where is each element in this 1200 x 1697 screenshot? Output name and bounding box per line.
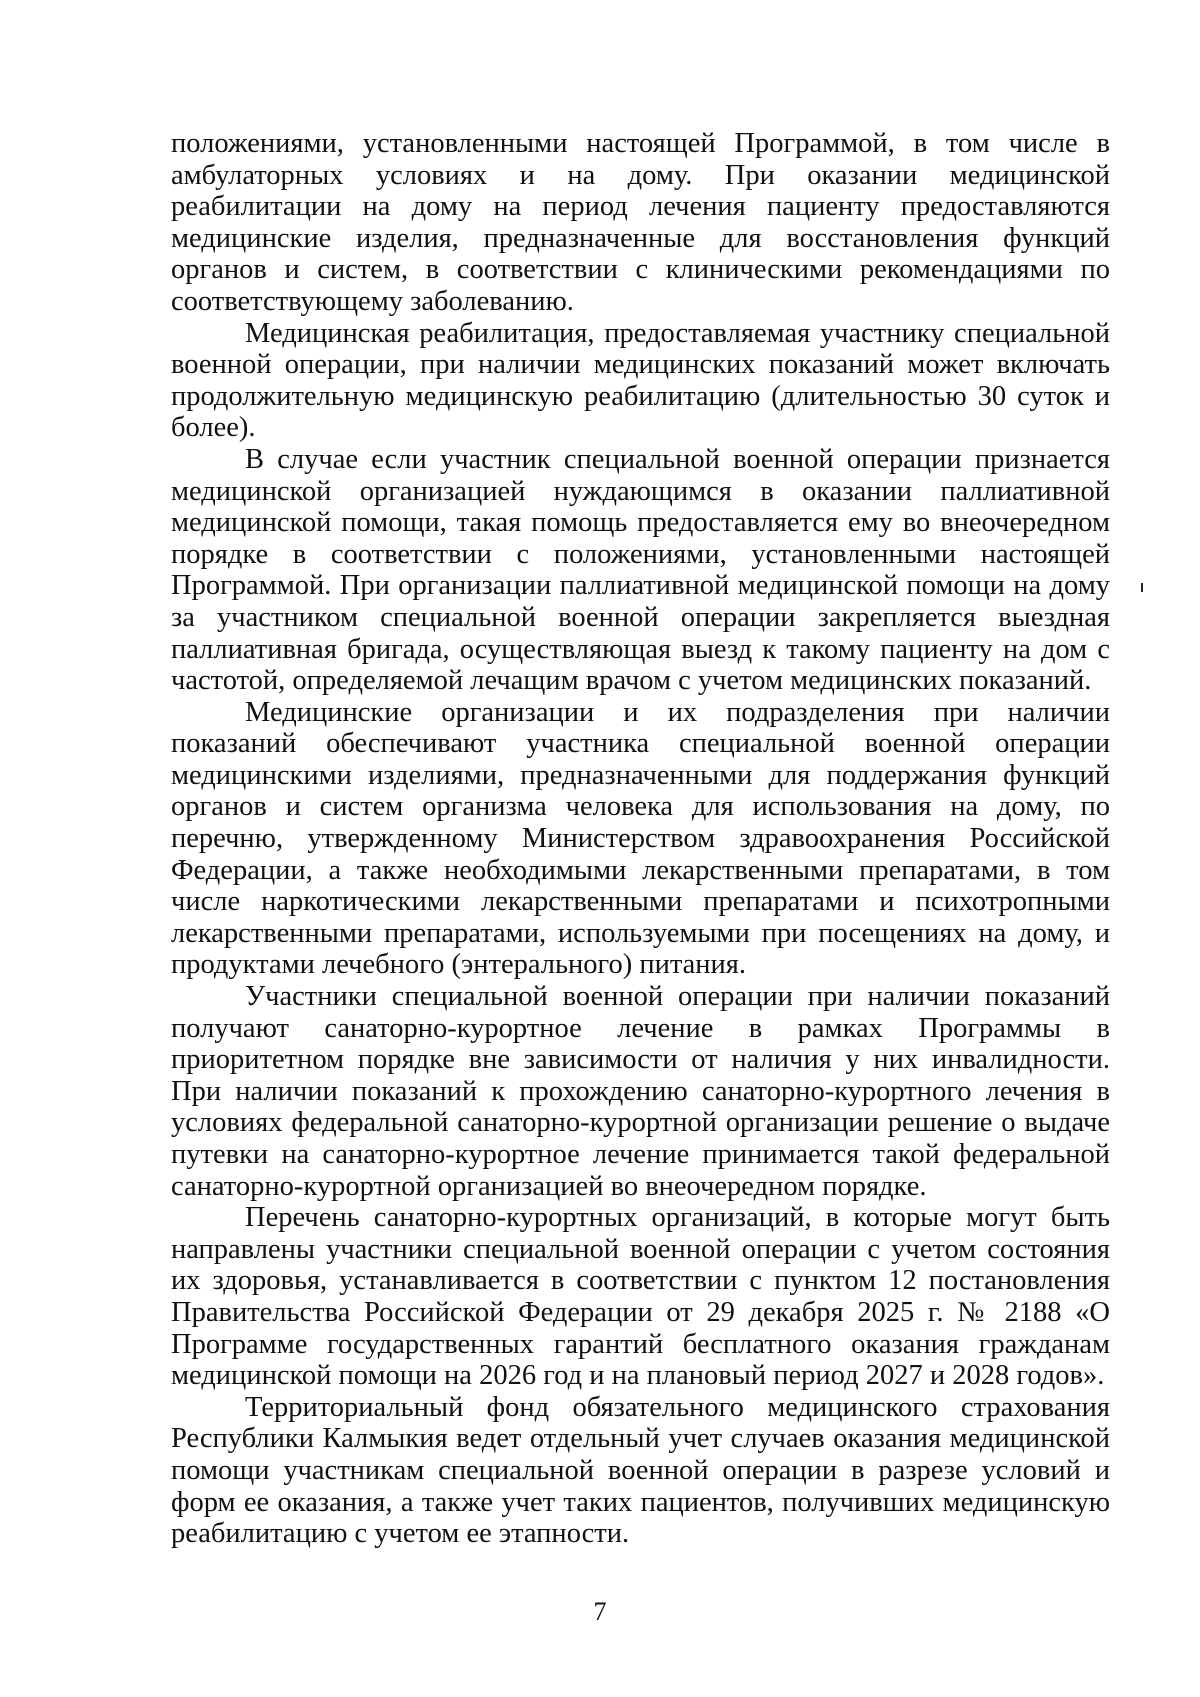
- paragraph-6: Перечень санаторно-курортных организаций, в которые могут быть направлены участники специальной военной операции с учетом состояния их здоровья, устанавливается в соответствии с пунктом 12 постановления Правительства Российской Федерации от 29 декабря 2025 г. № 2188 «О Программе государственных гарантий бесплатного оказания гражданам медицинской помощи на 2026 год и на плановый период 2027 и 2028 годов».: [171, 1202, 1110, 1392]
- page-number: 7: [593, 1597, 607, 1626]
- scan-speck: [1141, 583, 1143, 592]
- paragraph-5: Участники специальной военной операции при наличии показаний получают санаторно-курортное лечение в рамках Программы в приоритетном порядке вне зависимости от наличия у них инвалидности. При наличии показаний к прохождению санаторно-курортного лечения в условиях федеральной санаторно-курортной организации решение о выдаче путевки на санаторно-курортное лечение принимается такой федеральной санаторно-курортной организацией во внеочередном порядке.: [171, 981, 1110, 1202]
- paragraph-7: Территориальный фонд обязательного медицинского страхования Республики Калмыкия ведет отдельный учет случаев оказания медицинской помощи участникам специальной военной операции в разрезе условий и форм ее оказания, а также учет таких пациентов, получивших медицинскую реабилитацию с учетом ее этапности.: [171, 1391, 1110, 1550]
- paragraph-3: В случае если участник специальной военной операции признается медицинской организацией нуждающимся в оказании паллиативной медицинской помощи, такая помощь предоставляется ему во внеочередном порядке в соответствии с положениями, установленными настоящей Программой. При организации паллиативной медицинской помощи на дому за участником специальной военной операции закрепляется выездная паллиативная бригада, осуществляющая выезд к такому пациенту на дом с частотой, определяемой лечащим врачом с учетом медицинских показаний.: [171, 443, 1110, 697]
- paragraph-2: Медицинская реабилитация, предоставляемая участнику специальной военной операции, при наличии медицинских показаний может включать продолжительную медицинскую реабилитацию (длительностью 30 суток и более).: [171, 317, 1110, 444]
- paragraph-1: положениями, установленными настоящей Программой, в том числе в амбулаторных условиях и на дому. При оказании медицинской реабилитации на дому на период лечения пациенту предоставляются медицинские изделия, предназначенные для восстановления функций органов и систем, в соответствии с клиническими рекомендациями по соответствующему заболеванию.: [171, 128, 1110, 317]
- document-body: [171, 128, 1110, 1550]
- paragraph-4: Медицинские организации и их подразделения при наличии показаний обеспечивают участника специальной военной операции медицинскими изделиями, предназначенными для поддержания функций органов и систем организма человека для использования на дому, по перечню, утвержденному Министерством здравоохранения Российской Федерации, а также необходимыми лекарственными препаратами, в том числе наркотическими лекарственными препаратами и психотропными лекарственными препаратами, используемыми при посещениях на дому, и продуктами лечебного (энтерального) питания.: [171, 696, 1110, 981]
